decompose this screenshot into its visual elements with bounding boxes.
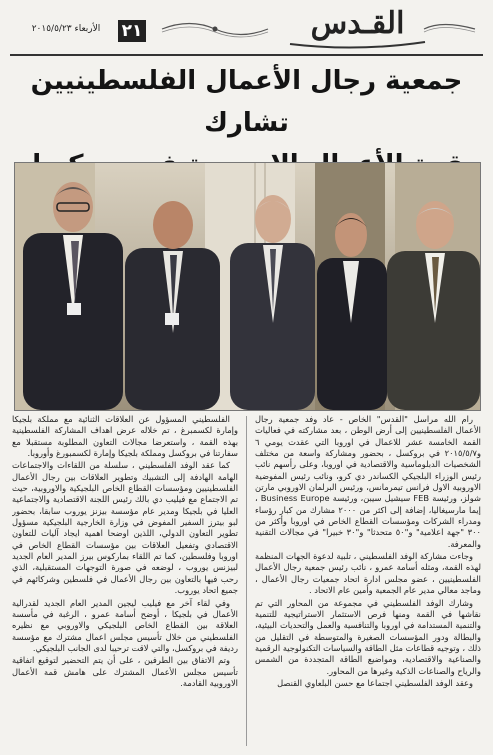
paragraph: وشارك الوفد الفلسطيني في مجموعة من المحاور التي تم نقاشها في القمة ومنها فرص الاستثمار الاستراتيجية للتنمية والتنمية المستدامة في اوروبا والتنافسية والعمل والتحديات البيئية، والبطالة ودور المؤسسات الصغيرة والمتوسطة في التقليل من ذلك ، وتوجيه قطاعات مثل الطاقة والسياسات التكنولوجية الرقمية والصناعية والاقتصادية، ومواضيع الطاقة المتجددة من الشمس والرياح والصناعات الذكية وغيرها من المحاور. — [255, 597, 481, 676]
paragraph: الفلسطيني المسؤول عن العلاقات الثنائية مع مملكة بلجيكا وإمارة لكسمبرغ ، تم خلاله عرض اهداف المشاركة الفلسطينية بهذه القمة ، واستعرضا مجالات التعاون المطلوبة مستقبلا مع سفارتنا في بروكسل ومملكة بلجيكا وإمارة لكسمبورغ وأوروبا. — [12, 414, 238, 459]
paragraph: وفي لقاء آخر مع فيليب ليجين المدير العام الجديد لقدرالية الأعمال في بلجيكا ، أوضح أسامة عمرو ، الرغبة في مأسسة العلاقة بين القطاع الخاص البلجيكي والاوروبي مع نظيره الفلسطيني من خلال تأسيس مجلس اعمال مشترك مع مؤسسة رديفة في بروكسل، والتي لاقت ترحيبا لدى الجانب البلجيكي. — [12, 597, 238, 653]
paragraph: وعقد الوفد الفلسطيني اجتماعا مع حسن البلعاوي القنصل — [277, 677, 473, 688]
column-divider — [246, 416, 247, 746]
logo-swoosh-icon — [285, 38, 430, 50]
paragraph: رام الله مراسل "القدس" الخاص - عاد وفد جمعية رجال الأعمال الفلسطينيين إلى أرض الوطن ، بعد مشاركته في فعاليات القمة الخامسة عشر للاعمال في اوروبا التي عقدت يومي ٦ و٢٠١٥/٥/٧ في بروكسل ، بحضور ومشاركة واسعة من مختلف الشخصيات الدبلوماسية والاقتصادية في اوروبا، وعلى رأسهم نائب رئيس الوزراء البلجيكي الكساندر دي كرو، ونائب رئيس المفوضية الاوروبية الاول فرانس تيمرمانس، ورئيس البرلمان الاوروبي مارتن شولز، ورئيسة FEB سيشيل سيبن، ورئيسة Business Europe ، إيما مارسيغاليا، إضافة إلى اكثر من ٢٠٠٠ مشارك من كبار رؤساء ومدراء الشركات ومؤسسات القطاع الخاص في اوروبا وأكثر من ٣٠٠ "جهة اعلامية" و"٥٠ متحدثا" و"٣٠ خبيرا" في مجالات التقنية والمعرفة. — [255, 414, 481, 549]
masthead-ornament-icon — [160, 18, 270, 40]
article-column-left — [12, 414, 238, 749]
page-number: ٢١ — [118, 20, 146, 42]
masthead — [10, 4, 483, 56]
issue-date: الأربعاء ٢٠١٥/٥/٢٣ — [31, 24, 101, 34]
headline-line-1: جمعية رجال الأعمال الفلسطينيين تشارك — [30, 66, 463, 138]
article-column-right — [255, 414, 481, 749]
article-body — [12, 414, 481, 749]
paragraph: كما عقد الوفد الفلسطيني ، سلسلة من اللقاءات والاجتماعات الهامة الهادفة إلى التشبيك وتطوير العلاقات بين رجال الأعمال الفلسطينيين ومؤسسات القطاع الخاص البلجيكية والاوروبية، حيث تم الاجتماع مع فيليب دي بالك رئيس اللجنة الاقتصادية والاجتماعية العليا في بلجيكا ومدير عام مؤسسة بيزنز يوروب سابقا، بحضور لبو بيترز السفير المفوض في وزارة الخارجية البلجيكية مسؤول تطوير التعاون الدولي، اللذين اوضحا اهمية ايجاد آليات للتعاون الاقتصادي وتفعيل العلاقات بين مؤسسات القطاع الخاص في اوروبا وفلسطين، كما تم اللقاء بماركوس بيرز المدير العام الجديد لبيزنس يوروب ، لوضعه في صورة التوجهات المستقبلية، الذي رحب فيها بالتعاون بين رجال الأعمال في فلسطين وشركائهم في جميع اتحاد يوروب. — [12, 460, 238, 596]
paragraph: وجاءت مشاركة الوفد الفلسطيني ، تلبية لدعوة الجهات المنظمة لهذه القمة، ومثله أسامة عمرو ، نائب رئيس جمعية رجال الأعمال الفلسطينيين ، عضو مجلس ادارة اتحاد جمعيات رجال الأعمال ، وماجد معالي مدير عام الجمعية وأمين عام الاتحاد . — [255, 551, 481, 596]
paragraph: وتم الاتفاق بين الطرفين ، على أن يتم التحضير لتوقيع اتفاقية تأسيس مجلس الأعمال المشترك على هامش قمة الأعمال الاوروبية القادمة. — [12, 655, 238, 688]
article-photo — [14, 162, 481, 411]
masthead-ornament-right-icon — [422, 18, 477, 40]
logo-text: القـدس — [310, 6, 405, 41]
masthead-logo — [285, 4, 430, 52]
group-photo-illustration — [15, 163, 480, 410]
